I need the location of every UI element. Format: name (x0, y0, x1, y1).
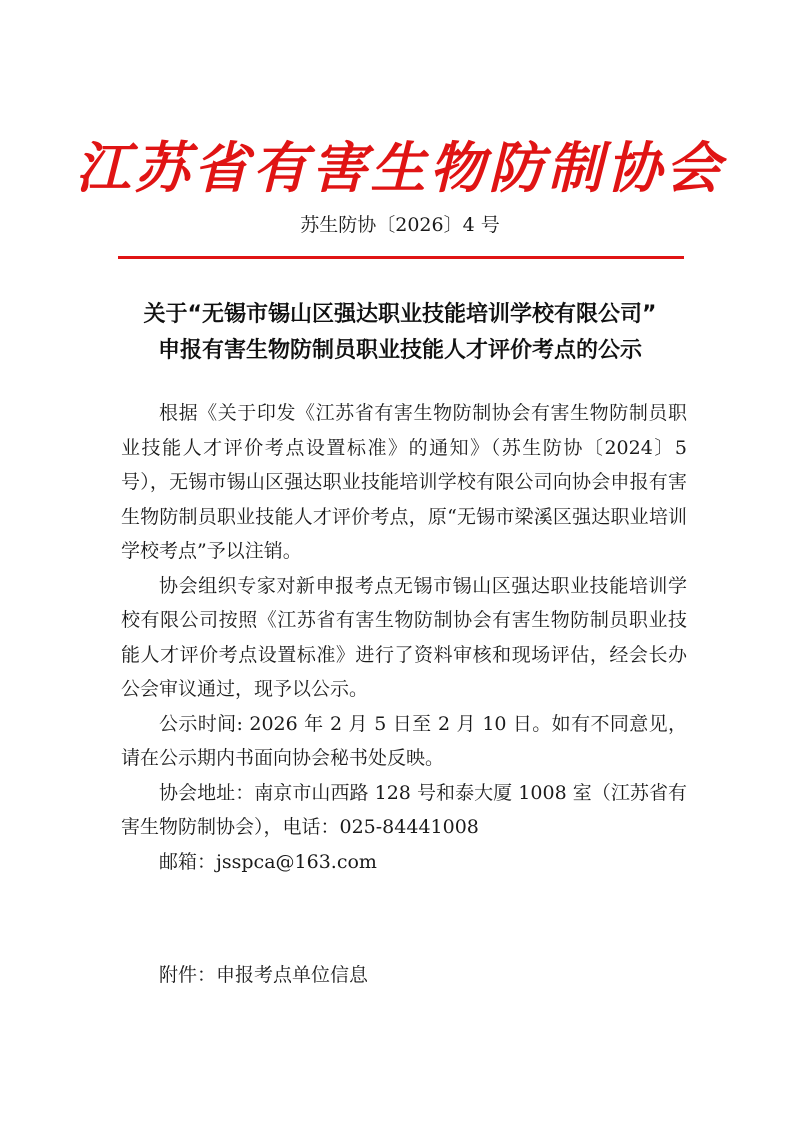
paragraph-email: 邮箱：jsspca@163.com (159, 850, 377, 873)
paragraph-basis: 根据《关于印发《江苏省有害生物防制协会有害生物防制员职业技能人才评价考点设置标准》的通知》（苏生防协〔2024〕5 号），无锡市锡山区强达职业技能培训学校有限公司向协会申报有害生物防制员职业技能人才评价考点，原“无锡市梁溪区强达职业培训学校考点”予以注销。 (121, 402, 687, 562)
notice-body (121, 396, 687, 879)
paragraph-address-phone: 协会地址：南京市山西路 128 号和泰大厦 1008 室（江苏省有害生物防制协会），电话：025-84441008 (121, 781, 687, 838)
notice-title-line-2: 申报有害生物防制员职业技能人才评价考点的公示 (157, 338, 642, 363)
document-number: 苏生防协〔2026〕4 号 (300, 214, 500, 236)
red-divider-line (118, 256, 684, 259)
notice-title (100, 297, 700, 369)
paragraph-publicity-period: 公示时间: 2026 年 2 月 5 日至 2 月 10 日。如有不同意见，请在公示期内书面向协会秘书处反映。 (121, 712, 687, 769)
notice-title-line-1: 关于“无锡市锡山区强达职业技能培训学校有限公司” (143, 302, 657, 327)
attachment-line: 附件：申报考点单位信息 (159, 964, 369, 986)
paragraph-review: 协会组织专家对新申报考点无锡市锡山区强达职业技能培训学校有限公司按照《江苏省有害生物防制协会有害生物防制员职业技能人才评价考点设置标准》进行了资料审核和现场评估，经会长办公会审议通过，现予以公示。 (121, 574, 687, 700)
organization-name-heading: 江苏省有害生物防制协会 (75, 136, 725, 200)
